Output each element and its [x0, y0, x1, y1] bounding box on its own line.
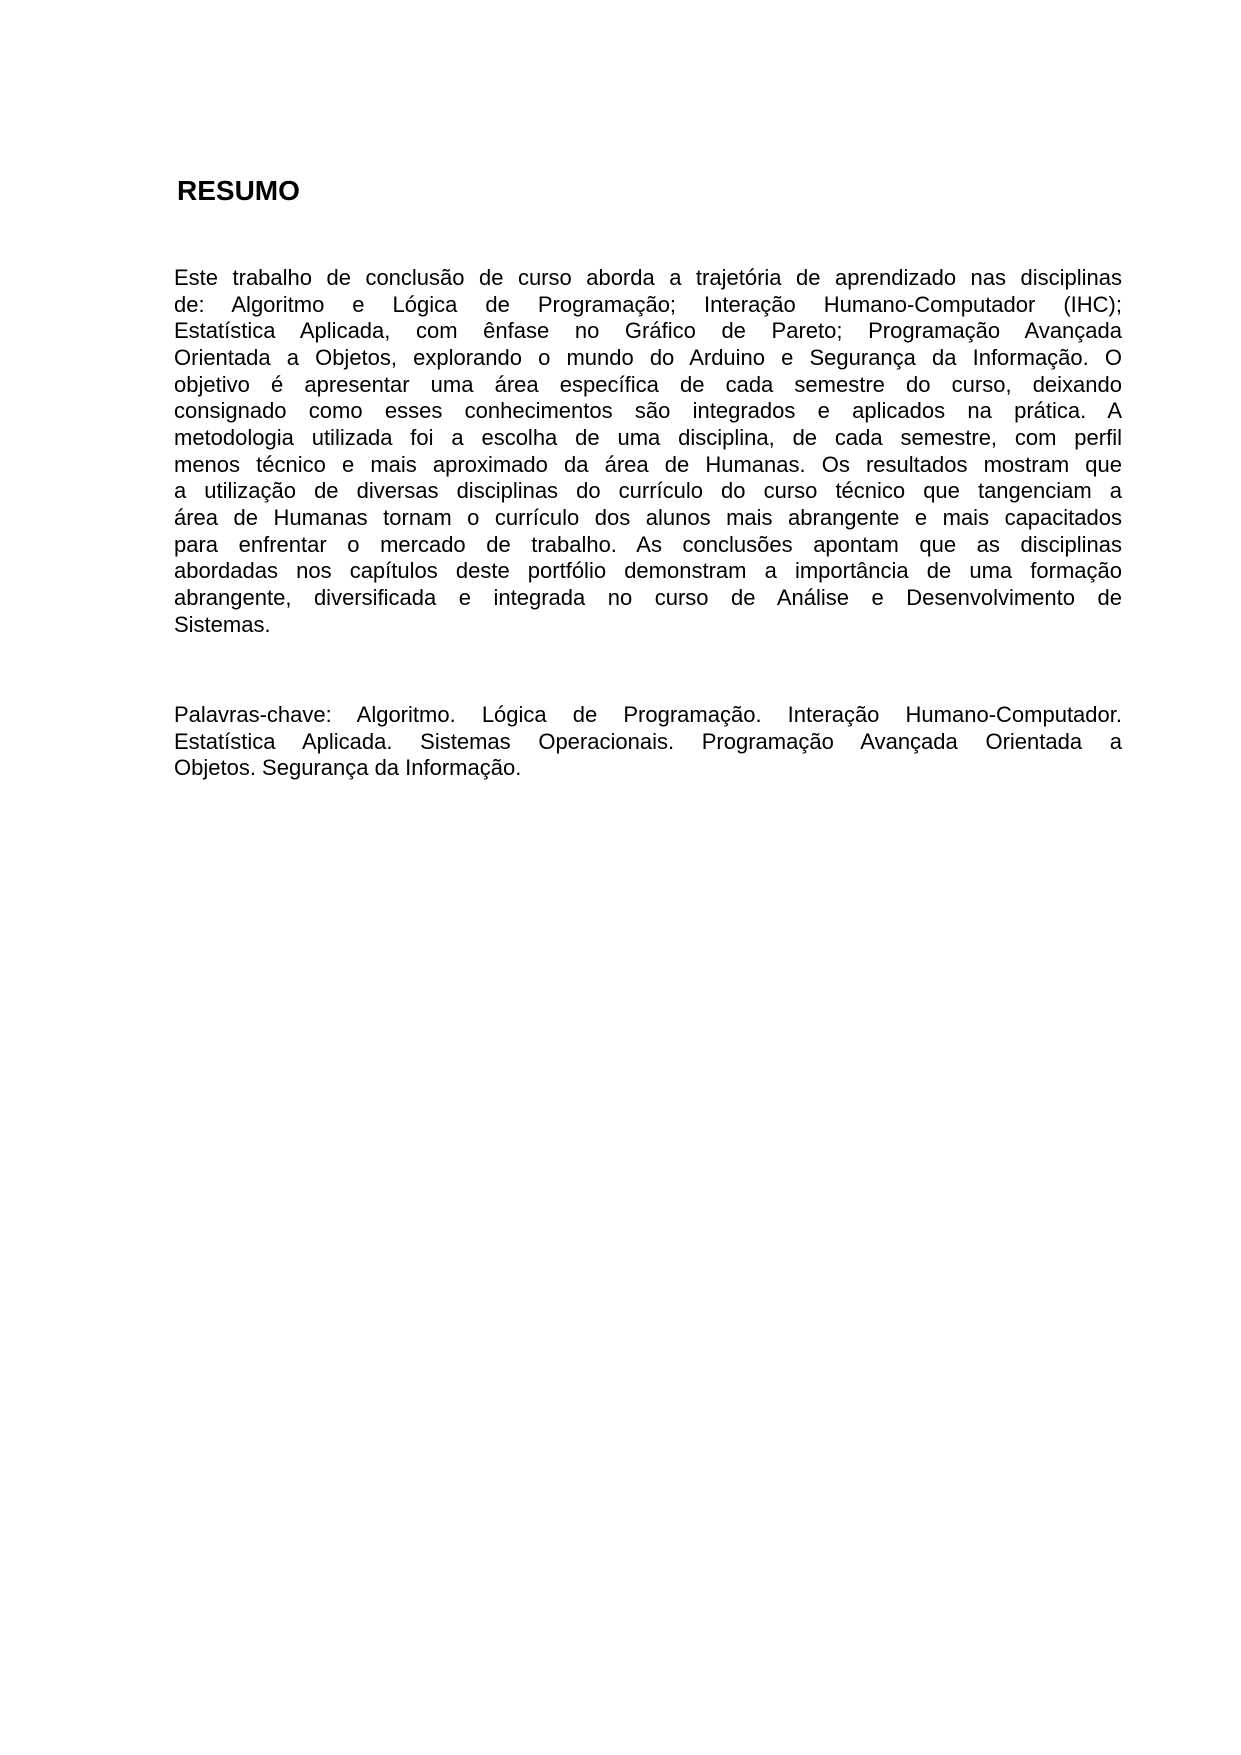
- abstract-line: menos técnico e mais aproximado da área de Humanas. Os resultados mostram que: [174, 451, 1122, 477]
- keywords-paragraph: [174, 702, 1122, 782]
- abstract-line: objetivo é apresentar uma área específica de cada semestre do curso, deixando: [174, 371, 1122, 397]
- abstract-line: Estatística Aplicada, com ênfase no Gráfico de Pareto; Programação Avançada: [174, 318, 1122, 344]
- abstract-line: de: Algoritmo e Lógica de Programação; Interação Humano-Computador (IHC);: [174, 291, 1122, 317]
- keywords-line: Objetos. Segurança da Informação.: [174, 755, 522, 781]
- keywords-line: Palavras-chave: Algoritmo. Lógica de Programação. Interação Humano-Computador.: [174, 702, 1122, 727]
- abstract-line: metodologia utilizada foi a escolha de uma disciplina, de cada semestre, com perfil: [174, 425, 1122, 451]
- abstract-line: para enfrentar o mercado de trabalho. As conclusões apontam que as disciplinas: [174, 531, 1122, 557]
- abstract-line: Este trabalho de conclusão de curso aborda a trajetória de aprendizado nas disciplinas: [174, 265, 1122, 290]
- abstract-line: área de Humanas tornam o currículo dos alunos mais abrangente e mais capacitados: [174, 505, 1122, 531]
- abstract-line: Sistemas.: [174, 611, 271, 637]
- page-title: RESUMO: [177, 175, 300, 206]
- abstract-line: consignado como esses conhecimentos são integrados e aplicados na prática. A: [174, 398, 1122, 424]
- abstract-line: abordadas nos capítulos deste portfólio demonstram a importância de uma formação: [174, 558, 1122, 584]
- abstract-line: abrangente, diversificada e integrada no curso de Análise e Desenvolvimento de: [174, 585, 1122, 611]
- abstract-line: a utilização de diversas disciplinas do currículo do curso técnico que tangenciam a: [174, 478, 1122, 504]
- abstract-line: Orientada a Objetos, explorando o mundo do Arduino e Segurança da Informação. O: [174, 345, 1122, 371]
- abstract-paragraph: [174, 265, 1122, 638]
- keywords-line: Estatística Aplicada. Sistemas Operacionais. Programação Avançada Orientada a: [174, 728, 1122, 754]
